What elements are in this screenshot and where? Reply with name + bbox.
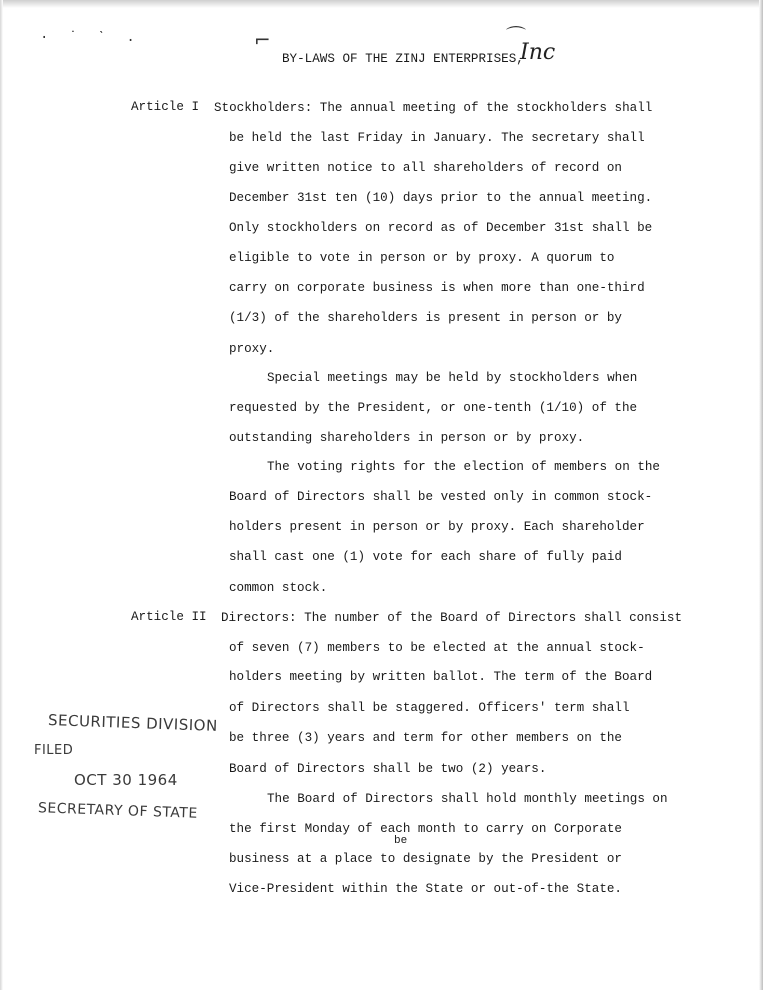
article-1-line: shall cast one (1) vote for each share of fully paid xyxy=(229,550,622,564)
article-1-line: holders present in person or by proxy. Each shareholder xyxy=(229,520,645,534)
article-1-line: be held the last Friday in January. The secretary shall xyxy=(229,131,645,145)
article-2-line: Board of Directors shall be two (2) years. xyxy=(229,762,547,776)
article-1-line: Only stockholders on record as of December 31st shall be xyxy=(229,221,653,235)
article-1-line: December 31st ten (10) days prior to the annual meeting. xyxy=(229,191,653,205)
filing-stamp-date: OCT 30 1964 xyxy=(74,771,178,789)
filing-stamp-division: SECURITIES DIVISION xyxy=(47,711,219,735)
pen-mark-right: ⌒ xyxy=(506,24,526,48)
filing-stamp-office: SECRETARY OF STATE xyxy=(37,800,198,822)
scan-specks: · ˙ ˋ . xyxy=(40,30,141,46)
article-1-line: common stock. xyxy=(229,581,328,595)
article-1-line: The voting rights for the election of members on the xyxy=(267,460,660,474)
article-1-line: Stockholders: The annual meeting of the stockholders shall xyxy=(214,101,653,115)
article-2-line: holders meeting by written ballot. The term of the Board xyxy=(229,670,653,684)
article-1-line: eligible to vote in person or by proxy. A quorum to xyxy=(229,251,615,265)
article-1-line: proxy. xyxy=(229,342,275,356)
article-1-line: requested by the President, or one-tenth (1/10) of the xyxy=(229,401,638,415)
article-1-line: outstanding shareholders in person or by proxy. xyxy=(229,431,585,445)
article-2-line: business at a place to designate by the President or xyxy=(229,852,622,866)
article-1-label: Article I xyxy=(131,100,200,114)
handwritten-insertion: be xyxy=(394,835,408,847)
document-title: BY-LAWS OF THE ZINJ ENTERPRISES, xyxy=(282,52,524,66)
handwritten-inc: Inc xyxy=(520,40,556,65)
pen-mark-left: ⌐ xyxy=(254,28,271,52)
article-2-line: The Board of Directors shall hold monthly meetings on xyxy=(267,792,668,806)
article-1-line: carry on corporate business is when more than one-third xyxy=(229,281,645,295)
scan-edge-left xyxy=(0,0,3,990)
article-2-line: of seven (7) members to be elected at the annual stock- xyxy=(229,641,645,655)
article-2-label: Article II xyxy=(131,610,207,624)
article-2-line: the first Monday of each month to carry on Corporate xyxy=(229,822,622,836)
article-2-line: be three (3) years and term for other members on the xyxy=(229,731,622,745)
article-1-line: Board of Directors shall be vested only in common stock- xyxy=(229,490,653,504)
scan-edge-top xyxy=(0,0,763,8)
article-1-line: Special meetings may be held by stockholders when xyxy=(267,371,638,385)
article-2-line: Vice-President within the State or out-of-the State. xyxy=(229,882,622,896)
article-1-line: give written notice to all shareholders of record on xyxy=(229,161,622,175)
filing-stamp-filed: FILED xyxy=(34,743,74,758)
scan-edge-right xyxy=(759,0,763,990)
article-2-line: Directors: The number of the Board of Directors shall consist xyxy=(221,611,683,625)
article-2-line: of Directors shall be staggered. Officers' term shall xyxy=(229,701,630,715)
article-1-line: (1/3) of the shareholders is present in person or by xyxy=(229,311,622,325)
